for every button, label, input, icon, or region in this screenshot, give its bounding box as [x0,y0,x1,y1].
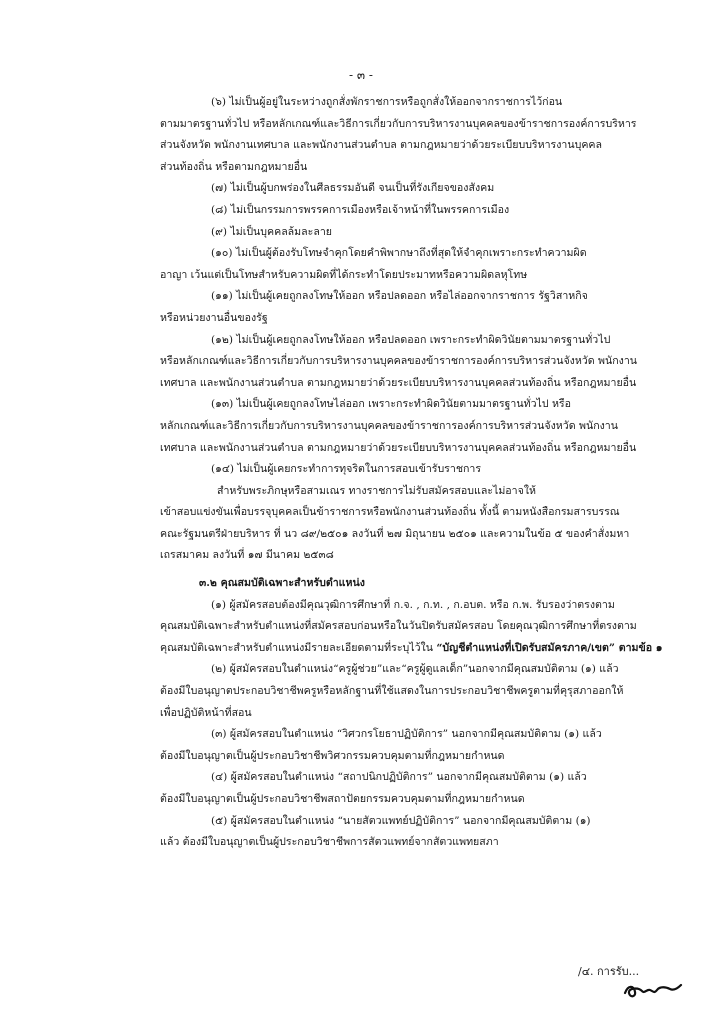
text-line: หรือหน่วยงานอื่นของรัฐ [160,311,268,324]
specific-qualification-1 [160,595,675,660]
qualification-item-7: (๗) ไม่เป็นผู้บกพร่องในศีลธรรมอันดี จนเป็นที่รังเกียจของสังคม [211,182,495,195]
text-line: เทศบาล และพนักงานส่วนตำบล ตามกฎหมายว่าด้วยระเบียบบริหารงานบุคคลส่วนท้องถิ่น หรือกฎหมายอื่น [160,441,637,454]
text-line: ส่วนท้องถิ่น หรือตามกฎหมายอื่น [160,160,308,173]
text-line: (๒) ผู้สมัครสอบในตำแหน่ง“ครูผู้ช่วย”และ“ครูผู้ดูแลเด็ก”นอกจากมีคุณสมบัติตาม (๑) แล้ว [211,663,619,676]
text-line: อาญา เว้นแต่เป็นโทษสำหรับความผิดที่ได้กระทำโดยประมาทหรือความผิดลหุโทษ [160,268,528,281]
text-line: (๓) ผู้สมัครสอบในตำแหน่ง “วิศวกรโยธาปฏิบัติการ” นอกจากมีคุณสมบัติตาม (๑) แล้ว [211,728,602,741]
text-line: คณะรัฐมนตรีฝ่ายบริหาร ที่ นว ๘๙/๒๕๐๑ ลงวันที่ ๒๗ มิถุนายน ๒๕๐๑ และความในข้อ ๕ ของคำสั่งมหา [160,527,630,540]
text-line: เทศบาล และพนักงานส่วนตำบล ตามกฎหมายว่าด้วยระเบียบบริหารงานบุคคลส่วนท้องถิ่น หรือกฎหมายอื่น [160,376,637,389]
qualification-item-8: (๘) ไม่เป็นกรรมการพรรคการเมืองหรือเจ้าหน้าที่ในพรรคการเมือง [211,203,510,216]
qualification-item-12 [160,330,675,395]
text-line: ต้องมีใบอนุญาตเป็นผู้ประกอบวิชาชีพวิศวกรรมควบคุมตามที่กฎหมายกำหนด [160,749,505,762]
text-line: หรือหลักเกณฑ์และวิธีการเกี่ยวกับการบริหารงานบุคคลของข้าราชการองค์การบริหารส่วนจังหวัด พนักงาน [160,355,638,368]
specific-qualification-2 [160,659,675,724]
qualification-item-6 [160,92,675,178]
text-line: (๔) ผู้สมัครสอบในตำแหน่ง “สถาปนิกปฏิบัติการ” นอกจากมีคุณสมบัติตาม (๑) แล้ว [211,771,587,784]
text-line: ต้องมีใบอนุญาตเป็นผู้ประกอบวิชาชีพสถาปัตยกรรมควบคุมตามที่กฎหมายกำหนด [160,793,525,805]
text-line: ส่วนจังหวัด พนักงานเทศบาล และพนักงานส่วนตำบล ตามกฎหมายว่าด้วยระเบียบบริหารงานบุคคล [160,139,602,152]
qualification-item-14: (๑๔) ไม่เป็นผู้เคยกระทำการทุจริตในการสอบเข้ารับราชการ [211,463,482,476]
text-line: (๑๒) ไม่เป็นผู้เคยถูกลงโทษให้ออก หรือปลดออก เพราะกระทำผิดวินัยตามมาตรฐานทั่วไป [211,333,611,346]
text-line: (๕) ผู้สมัครสอบในตำแหน่ง “นายสัตวแพทย์ปฏิบัติการ” นอกจากมีคุณสมบัติตาม (๑) [211,814,591,827]
text-line: แล้ว ต้องมีใบอนุญาตเป็นผู้ประกอบวิชาชีพการสัตวแพทย์จากสัตวแพทยสภา [160,836,499,849]
text-line: (๖) ไม่เป็นผู้อยู่ในระหว่างถูกสั่งพักราชการหรือถูกสั่งให้ออกจากราชการไว้ก่อน [211,96,563,108]
monk-exclusion-paragraph [160,481,675,567]
qualification-item-13 [160,394,675,459]
signature-mark [622,976,684,1002]
text-line: (๑) ผู้สมัครสอบต้องมีคุณวุฒิการศึกษาที่ ก.จ. , ก.ท. , ก.อบต. หรือ ก.พ. รับรองว่าตรงตาม [211,598,615,611]
specific-qualification-4 [160,767,675,810]
text-line: เข้าสอบแข่งขันเพื่อบรรจุบุคคลเป็นข้าราชการหรือพนักงานส่วนท้องถิ่น ทั้งนี้ ตามหนังสือกรมสารบรรณ [160,506,620,519]
document-body [160,92,675,854]
text-line: คุณสมบัติเฉพาะสำหรับตำแหน่งที่สมัครสอบก่อนหรือในวันปิดรับสมัครสอบ โดยคุณวุฒิการศึกษาที่ตรงตาม [160,620,637,633]
text-line: เถรสมาคม ลงวันที่ ๑๗ มีนาคม ๒๕๓๘ [160,549,334,562]
text-line: (๑๓) ไม่เป็นผู้เคยถูกลงโทษไล่ออก เพราะกระทำผิดวินัยตามมาตรฐานทั่วไป หรือ [211,398,571,411]
continuation-note: /๔. การรับ... [578,965,640,978]
qualification-item-10 [160,243,675,286]
text-line: (๑๑) ไม่เป็นผู้เคยถูกลงโทษให้ออก หรือปลดออก หรือไล่ออกจากราชการ รัฐวิสาหกิจ [211,290,588,303]
text-line: (๑๐) ไม่เป็นผู้ต้องรับโทษจำคุกโดยคำพิพากษาถึงที่สุดให้จำคุกเพราะกระทำความผิด [211,247,587,260]
qualification-item-9: (๙) ไม่เป็นบุคคลล้มละลาย [211,225,332,238]
section-heading: ๓.๒ คุณสมบัติเฉพาะสำหรับตำแหน่ง [199,577,365,590]
text-line [160,638,675,660]
qualification-item-11 [160,286,675,329]
specific-qualification-3 [160,724,675,767]
specific-qualification-5 [160,811,675,854]
text-line: ตามมาตรฐานทั่วไป หรือหลักเกณฑ์และวิธีการเกี่ยวกับการบริหารงานบุคคลของข้าราชการองค์การบริหาร [160,117,637,130]
page-number: - ๓ - [349,68,373,82]
text-fragment: คุณสมบัติเฉพาะสำหรับตำแหน่งมีรายละเอียดตามที่ระบุไว้ใน [160,641,437,654]
text-line: สำหรับพระภิกษุหรือสามเณร ทางราชการไม่รับสมัครสอบและไม่อาจให้ [217,484,536,497]
text-line: หลักเกณฑ์และวิธีการเกี่ยวกับการบริหารงานบุคคลของข้าราชการองค์การบริหารส่วนจังหวัด พนักงาน [160,419,618,432]
text-line: เพื่อปฏิบัติหน้าที่สอน [160,706,252,719]
text-line: ต้องมีใบอนุญาตประกอบวิชาชีพครูหรือหลักฐานที่ใช้แสดงในการประกอบวิชาชีพครูตามที่คุรุสภาออกให้ [160,685,624,698]
bold-reference: “บัญชีตำแหน่งที่เปิดรับสมัครภาค/เขต” ตามข้อ ๑ [436,641,663,654]
